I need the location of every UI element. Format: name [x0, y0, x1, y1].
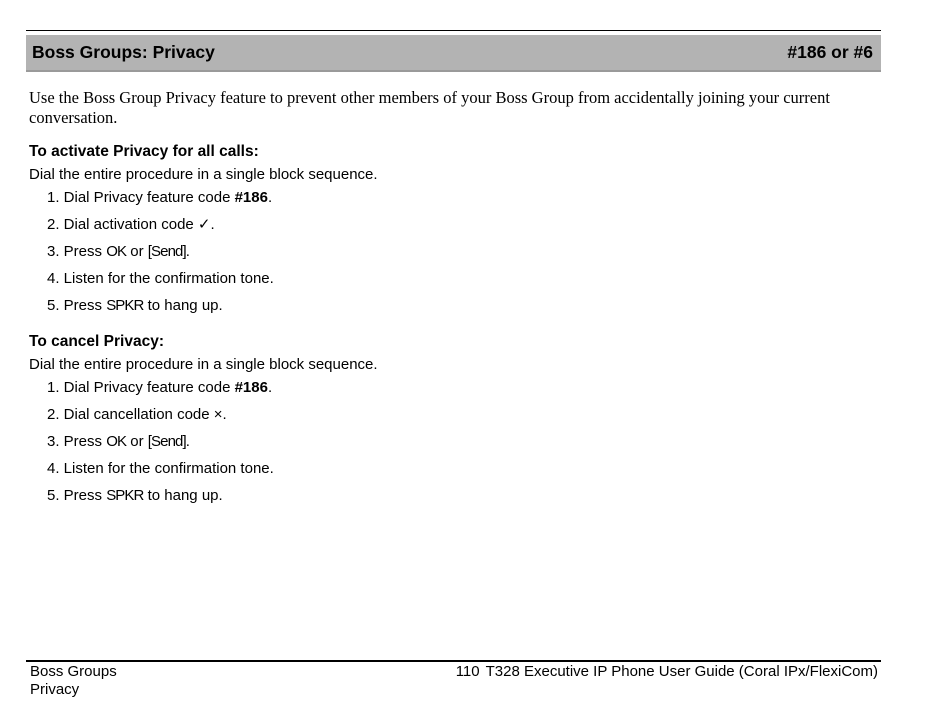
- step-text: 2. Dial activation code: [47, 216, 198, 233]
- activate-description: Dial the entire procedure in a single block sequence.: [29, 166, 378, 183]
- footer-section: [30, 663, 117, 699]
- step-text: .: [185, 433, 190, 450]
- activate-heading: To activate Privacy for all calls:: [29, 143, 259, 160]
- intro-paragraph: Use the Boss Group Privacy feature to prevent other members of your Boss Group from accidentally joining your current conversation.: [29, 88, 830, 127]
- step-text: to hang up.: [143, 297, 223, 314]
- footer-rule: [26, 660, 881, 662]
- footer-section-title: Boss Groups: [30, 663, 117, 680]
- step-text: 3. Press: [47, 243, 107, 260]
- activate-step-5: [47, 297, 889, 314]
- feature-code-value: #186: [234, 189, 268, 206]
- activate-step-2: [47, 216, 889, 233]
- activate-step-1: [47, 189, 889, 206]
- footer-subsection-title: Privacy: [30, 681, 80, 698]
- checkmark-icon: ✓: [197, 216, 211, 233]
- spkr-key: SPKR: [106, 487, 144, 504]
- footer-guide: [456, 663, 878, 681]
- cancel-heading: To cancel Privacy:: [29, 333, 164, 350]
- ok-key: OK: [106, 433, 127, 450]
- spkr-key: SPKR: [106, 297, 144, 314]
- guide-title: T328 Executive IP Phone User Guide (Coral IPx/FlexiCom): [485, 663, 878, 680]
- send-softkey: [Send]: [147, 243, 186, 260]
- cancel-steps: [29, 379, 889, 504]
- cancel-step-3: [47, 433, 889, 450]
- step-text: .: [222, 406, 227, 423]
- cancel-step-2: [47, 406, 889, 423]
- page-title: Boss Groups: Privacy: [32, 42, 215, 62]
- activate-steps: [29, 189, 889, 314]
- step-text: .: [267, 379, 273, 396]
- feature-code: #186 or #6: [787, 42, 873, 62]
- step-text: 3. Press: [47, 433, 107, 450]
- page-header-band: [26, 35, 881, 72]
- step-text: or: [126, 433, 148, 450]
- step-text: or: [126, 243, 148, 260]
- step-text: to hang up.: [143, 487, 223, 504]
- activate-step-3: [47, 243, 889, 260]
- cancel-step-5: [47, 487, 889, 504]
- activate-step-4: 4. Listen for the confirmation tone.: [47, 270, 274, 287]
- step-text: 5. Press: [47, 487, 107, 504]
- page-number: 110: [455, 663, 480, 680]
- activate-section: [29, 143, 889, 314]
- cancel-step-4: 4. Listen for the confirmation tone.: [47, 460, 274, 477]
- cancel-description: Dial the entire procedure in a single block sequence.: [29, 356, 378, 373]
- step-text: .: [267, 189, 273, 206]
- step-text: .: [185, 243, 190, 260]
- cross-icon: ×: [213, 406, 223, 423]
- step-text: 2. Dial cancellation code: [47, 406, 214, 423]
- ok-key: OK: [106, 243, 127, 260]
- cancel-section: [29, 333, 889, 504]
- cancel-step-1: [47, 379, 889, 396]
- send-softkey: [Send]: [147, 433, 186, 450]
- step-text: .: [210, 216, 215, 233]
- feature-code-value: #186: [234, 379, 268, 396]
- step-text: 1. Dial Privacy feature code: [47, 189, 235, 206]
- step-text: 1. Dial Privacy feature code: [47, 379, 235, 396]
- top-rule: [26, 30, 881, 31]
- step-text: 5. Press: [47, 297, 107, 314]
